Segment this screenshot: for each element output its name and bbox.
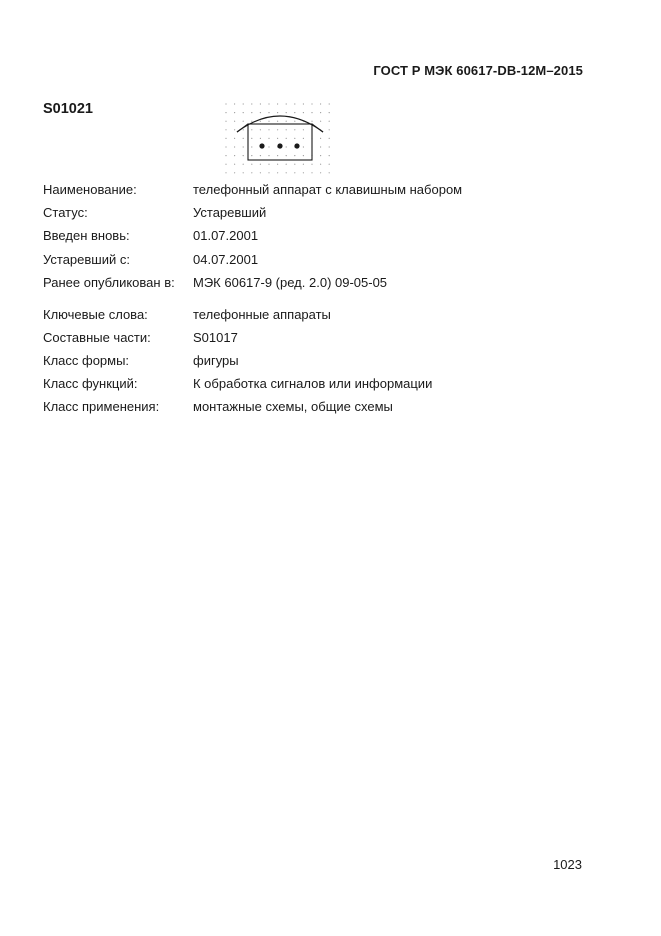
property-label: Составные части: <box>43 329 151 345</box>
grid-dot <box>251 103 252 104</box>
grid-dot <box>243 129 244 130</box>
grid-dot <box>225 121 226 122</box>
grid-dot <box>311 121 312 122</box>
grid-dot <box>303 164 304 165</box>
grid-dot <box>277 121 278 122</box>
grid-dot <box>234 112 235 113</box>
grid-dot <box>268 172 269 173</box>
grid-dot <box>277 172 278 173</box>
grid-dot <box>234 121 235 122</box>
property-label: Ранее опубликован в: <box>43 274 175 290</box>
grid-dot <box>311 164 312 165</box>
property-row-published <box>43 271 462 294</box>
grid-dot <box>329 112 330 113</box>
grid-dot <box>286 121 287 122</box>
grid-dot <box>286 129 287 130</box>
grid-dot <box>243 146 244 147</box>
grid-dot <box>286 172 287 173</box>
property-label: Ключевые слова: <box>43 306 148 322</box>
grid-dot <box>277 129 278 130</box>
property-row-name <box>43 178 462 201</box>
grid-dot <box>243 112 244 113</box>
handset-left <box>237 124 248 132</box>
property-value: Устаревший <box>193 205 267 221</box>
grid-dot <box>243 103 244 104</box>
grid-dot <box>234 146 235 147</box>
grid-dot <box>294 164 295 165</box>
grid-dot <box>294 121 295 122</box>
grid-dot <box>268 138 269 139</box>
symbol-drawing <box>224 102 336 174</box>
grid-dot <box>251 172 252 173</box>
property-row-introduced <box>43 224 462 247</box>
grid-dot <box>277 138 278 139</box>
grid-dot <box>260 129 261 130</box>
grid-dot <box>251 138 252 139</box>
grid-dot <box>320 155 321 156</box>
grid-dot <box>260 138 261 139</box>
grid-dot <box>329 146 330 147</box>
grid-dot <box>294 138 295 139</box>
grid-dot <box>268 129 269 130</box>
grid-dot <box>320 146 321 147</box>
handset-right <box>312 124 323 132</box>
property-row-components <box>43 326 462 349</box>
grid-dot <box>320 164 321 165</box>
telephone-keypad-symbol-icon <box>224 102 336 174</box>
grid-dot <box>320 112 321 113</box>
grid-dot <box>225 172 226 173</box>
property-value: фигуры <box>193 353 239 368</box>
grid-dot <box>234 164 235 165</box>
grid-dot <box>303 172 304 173</box>
grid-dot <box>320 172 321 173</box>
grid-dot <box>243 138 244 139</box>
property-value: телефонные аппараты <box>193 306 331 322</box>
property-row-keywords <box>43 303 462 326</box>
property-row-status <box>43 201 462 224</box>
grid-dot <box>294 112 295 113</box>
grid-dot <box>268 146 269 147</box>
property-label: Класс формы: <box>43 353 130 368</box>
grid-dot <box>225 129 226 130</box>
symbol-id: S01021 <box>43 101 93 117</box>
grid-dot <box>225 112 226 113</box>
grid-dot <box>251 155 252 156</box>
grid-dot <box>303 138 304 139</box>
grid-dot <box>303 146 304 147</box>
grid-dot <box>268 103 269 104</box>
grid-dot <box>329 172 330 173</box>
grid-dot <box>277 112 278 113</box>
property-value: телефонный аппарат с клавишным набором <box>193 182 463 198</box>
grid-dot <box>277 103 278 104</box>
grid-dot <box>277 155 278 156</box>
grid-dot <box>234 129 235 130</box>
property-label: Наименование: <box>43 182 137 198</box>
grid-dot <box>294 155 295 156</box>
phone-body <box>248 124 312 160</box>
grid-dot <box>268 121 269 122</box>
grid-dot <box>320 138 321 139</box>
grid-dot <box>311 112 312 113</box>
grid-dot <box>251 112 252 113</box>
property-value: 01.07.2001 <box>193 228 259 244</box>
grid-dot <box>260 121 261 122</box>
keypad-dots <box>259 143 299 148</box>
property-label: Устаревший с: <box>43 251 130 267</box>
grid-dot <box>286 164 287 165</box>
grid-dot <box>251 129 252 130</box>
grid-dot <box>225 164 226 165</box>
grid-dot <box>311 172 312 173</box>
keypad-dot <box>294 143 299 148</box>
property-label: Класс функций: <box>43 376 138 392</box>
grid-dot <box>243 155 244 156</box>
page-number: 1023 <box>553 857 582 872</box>
symbol-properties <box>43 178 462 418</box>
grid-dot <box>234 103 235 104</box>
grid-dot <box>225 103 226 104</box>
grid-dot <box>234 155 235 156</box>
grid-dot <box>268 155 269 156</box>
grid-dot <box>225 138 226 139</box>
grid-dot <box>294 172 295 173</box>
grid-dot <box>320 121 321 122</box>
grid-dot <box>260 164 261 165</box>
grid-dot <box>286 155 287 156</box>
grid-dot <box>260 172 261 173</box>
grid-dot <box>243 164 244 165</box>
property-value: 04.07.2001 <box>193 251 259 267</box>
property-label: Введен вновь: <box>43 228 130 244</box>
grid-dot <box>303 155 304 156</box>
grid-dot <box>311 103 312 104</box>
property-row-shape-class <box>43 349 462 372</box>
grid-dot <box>329 155 330 156</box>
grid-dot <box>251 146 252 147</box>
property-value: К обработка сигналов или информации <box>193 376 433 392</box>
property-row-application-class <box>43 395 462 418</box>
grid-dot <box>268 164 269 165</box>
property-label: Статус: <box>43 205 88 221</box>
grid-dot <box>243 121 244 122</box>
grid-dot <box>329 121 330 122</box>
grid-dot <box>294 129 295 130</box>
grid-dot <box>225 155 226 156</box>
grid-dot <box>320 103 321 104</box>
grid-dot <box>234 172 235 173</box>
property-label: Класс применения: <box>43 399 160 415</box>
grid-dot <box>286 146 287 147</box>
keypad-dot <box>259 143 264 148</box>
symbol-lines <box>237 116 323 160</box>
grid-dot <box>225 146 226 147</box>
grid-dots <box>225 103 329 173</box>
property-row-obsolete <box>43 248 462 271</box>
grid-dot <box>286 138 287 139</box>
grid-dot <box>243 172 244 173</box>
grid-dot <box>286 112 287 113</box>
grid-dot <box>303 112 304 113</box>
grid-dot <box>329 129 330 130</box>
grid-dot <box>303 129 304 130</box>
grid-dot <box>329 103 330 104</box>
property-value: монтажные схемы, общие схемы <box>193 399 393 415</box>
property-value: S01017 <box>193 329 238 345</box>
grid-dot <box>234 138 235 139</box>
grid-dot <box>277 164 278 165</box>
document-header: ГОСТ Р МЭК 60617-DB-12M–2015 <box>373 63 583 78</box>
grid-dot <box>294 103 295 104</box>
grid-dot <box>286 103 287 104</box>
grid-dot <box>251 164 252 165</box>
keypad-dot <box>277 143 282 148</box>
grid-dot <box>268 112 269 113</box>
grid-dot <box>260 112 261 113</box>
grid-dot <box>303 103 304 104</box>
grid-dot <box>329 164 330 165</box>
property-row-function-class <box>43 372 462 395</box>
group-spacer <box>43 294 462 303</box>
grid-dot <box>329 138 330 139</box>
grid-dot <box>260 155 261 156</box>
grid-dot <box>260 103 261 104</box>
property-value: МЭК 60617-9 (ред. 2.0) 09-05-05 <box>193 274 388 290</box>
grid-dot <box>251 121 252 122</box>
